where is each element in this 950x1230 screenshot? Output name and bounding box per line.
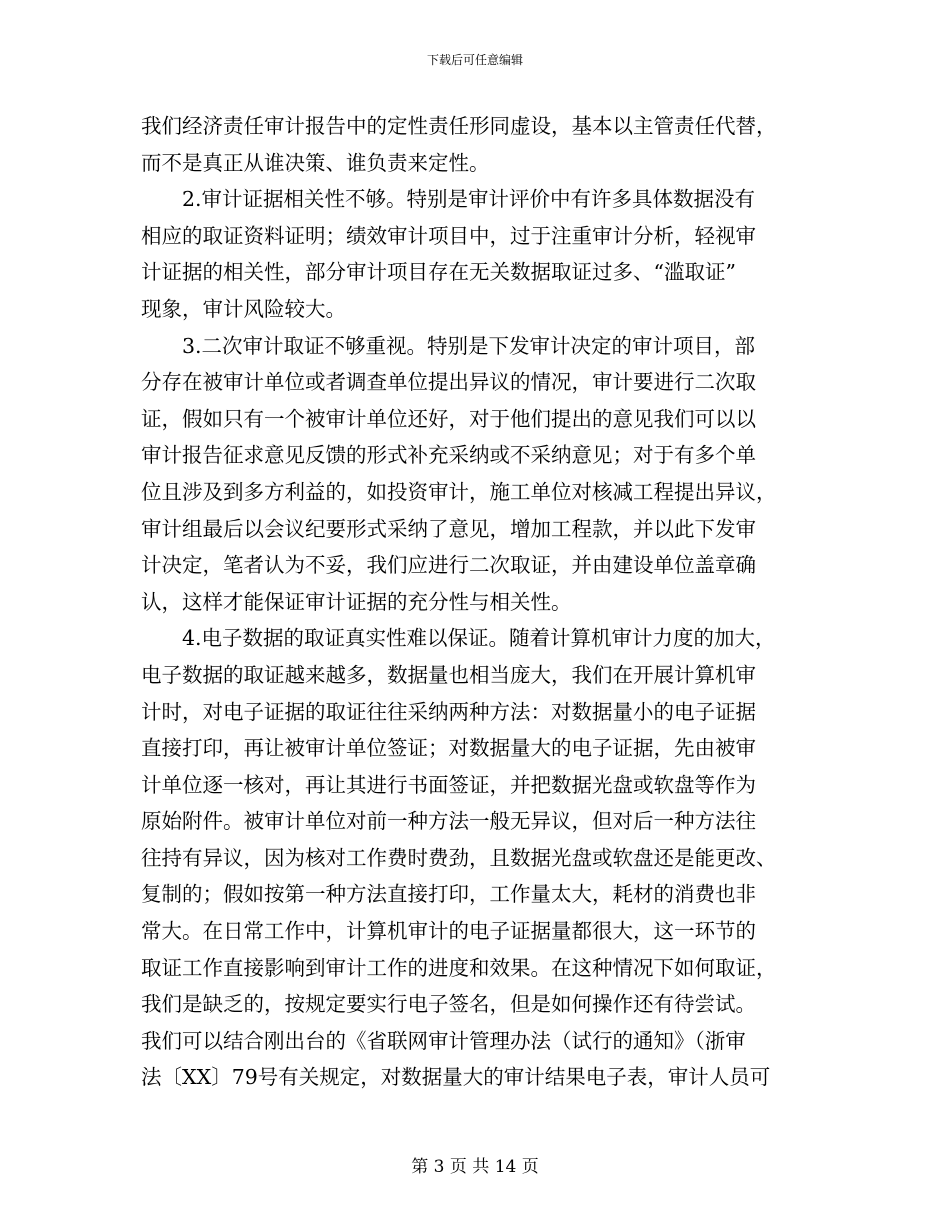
text-line: 计时，对电子证据的取证往往采纳两种方法：对数据量小的电子证据	[141, 699, 756, 724]
text-line: 现象，审计风险较大。	[141, 296, 346, 321]
text-line: 电子数据的取证越来越多，数据量也相当庞大，我们在开展计算机审	[141, 662, 756, 687]
text-line: 审计报告征求意见反馈的形式补充采纳或不采纳意见；对于有多个单	[141, 443, 756, 468]
text-line: 位且涉及到多方利益的，如投资审计，施工单位对核减工程提出异议，	[141, 479, 777, 504]
text-line: 而不是真正从谁决策、谁负责来定性。	[141, 150, 490, 175]
text-line: 分存在被审计单位或者调查单位提出异议的情况，审计要进行二次取	[141, 370, 756, 395]
text-line: 相应的取证资料证明；绩效审计项目中，过于注重审计分析，轻视审	[141, 223, 756, 248]
text-line: 我们可以结合刚出台的《省联网审计管理办法（试行的通知》（浙审	[141, 1028, 746, 1053]
text-line: 原始附件。被审计单位对前一种方法一般无异议，但对后一种方法往	[141, 809, 756, 834]
document-body	[141, 108, 811, 1096]
text-line: 我们是缺乏的，按规定要实行电子签名，但是如何操作还有待尝试。	[141, 992, 756, 1017]
text-line: 取证工作直接影响到审计工作的进度和效果。在这种情况下如何取证，	[141, 955, 777, 980]
text-line: 3.二次审计取证不够重视。特别是下发审计决定的审计项目，部	[182, 333, 756, 358]
page-header: 下载后可任意编辑	[426, 53, 523, 67]
text-line: 计证据的相关性，部分审计项目存在无关数据取证过多、“滥取证”	[141, 260, 736, 285]
text-line: 认，这样才能保证审计证据的充分性与相关性。	[141, 589, 572, 614]
text-line: 往持有异议，因为核对工作费时费劲，且数据光盘或软盘还是能更改、	[141, 845, 777, 870]
text-line: 证，假如只有一个被审计单位还好，对于他们提出的意见我们可以以	[141, 406, 756, 431]
page-footer: 第 3 页 共 14 页	[411, 1157, 539, 1177]
text-line: 审计组最后以会议纪要形式采纳了意见，增加工程款，并以此下发审	[141, 516, 756, 541]
text-line: 直接打印，再让被审计单位签证；对数据量大的电子证据，先由被审	[141, 736, 756, 761]
text-line: 计单位逐一核对，再让其进行书面签证，并把数据光盘或软盘等作为	[141, 772, 756, 797]
text-line: 复制的；假如按第一种方法直接打印，工作量太大，耗材的消费也非	[141, 882, 756, 907]
text-line: 计决定，笔者认为不妥，我们应进行二次取证，并由建设单位盖章确	[141, 553, 756, 578]
text-line: 2.审计证据相关性不够。特别是审计评价中有许多具体数据没有	[182, 187, 756, 212]
text-line: 法〔XX〕79号有关规定，对数据量大的审计结果电子表，审计人员可	[141, 1065, 771, 1090]
text-line: 常大。在日常工作中，计算机审计的电子证据量都很大，这一环节的	[141, 919, 756, 944]
text-line: 我们经济责任审计报告中的定性责任形同虚设，基本以主管责任代替，	[141, 114, 777, 138]
text-line: 4.电子数据的取证真实性难以保证。随着计算机审计力度的加大，	[182, 626, 776, 651]
